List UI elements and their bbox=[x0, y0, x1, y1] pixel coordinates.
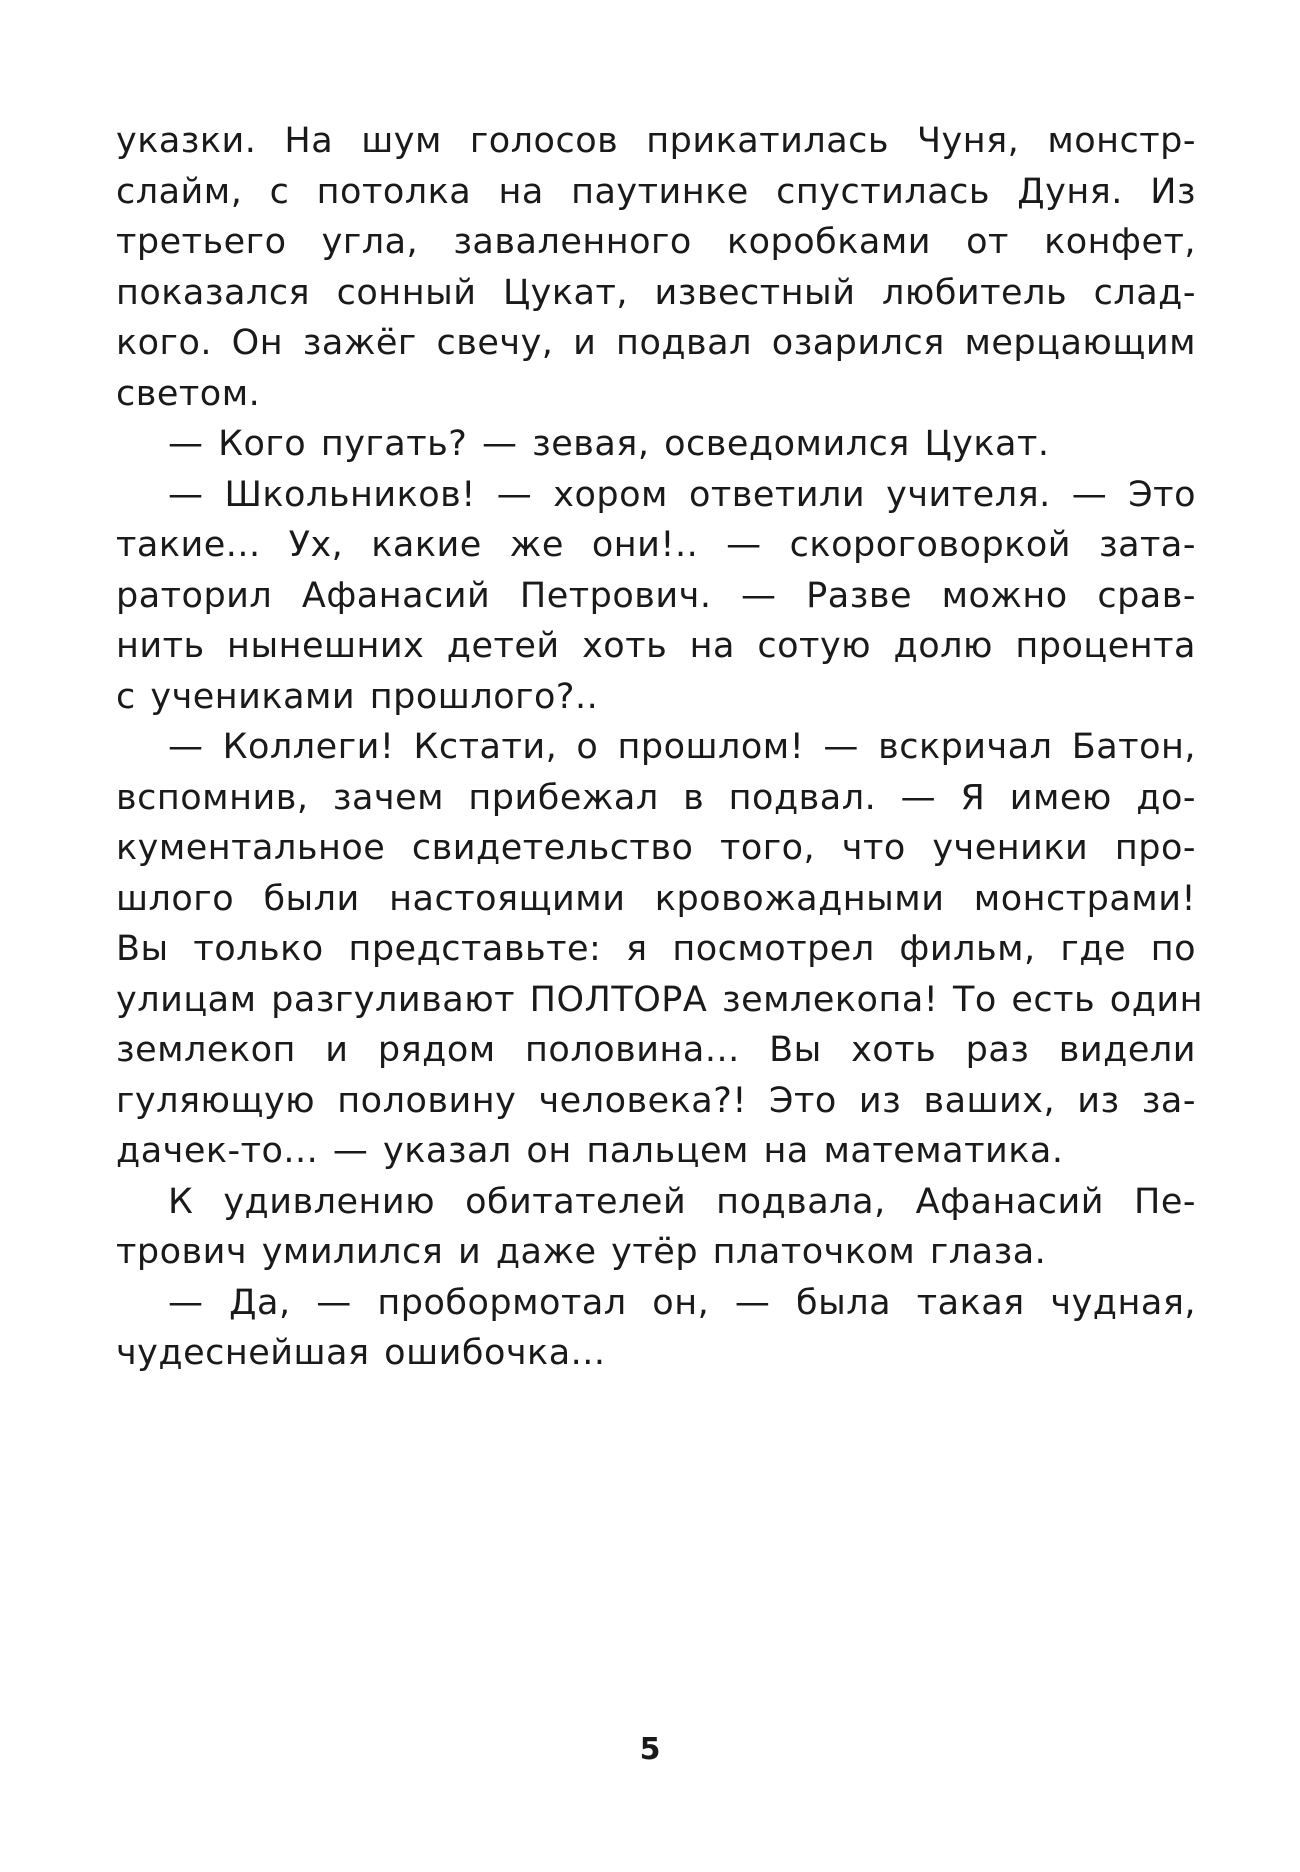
text-line: светом. bbox=[116, 373, 261, 414]
page-body-text bbox=[116, 116, 1204, 1379]
text-line: землекоп и рядом половина... Вы хоть раз видели bbox=[116, 1030, 1196, 1070]
text-line: дачек-то... — указал он пальцем на математика. bbox=[116, 1131, 1064, 1171]
text-line: трович умилился и даже утёр платочком глаза. bbox=[116, 1232, 1047, 1272]
text-line: такие... Ух, какие же они!.. — скороговоркой зата- bbox=[116, 525, 1196, 565]
text-line: кументальное свидетельство того, что ученики про- bbox=[116, 828, 1196, 868]
text-line: гуляющую половину человека?! Это из ваших, из за- bbox=[116, 1080, 1196, 1121]
text-line: слайм, с потолка на паутинке спустилась Дуня. Из bbox=[116, 171, 1196, 212]
text-line: указки. На шум голосов прикатилась Чуня, монстр- bbox=[116, 121, 1196, 161]
text-line: — Да, — пробормотал он, — была такая чудная, bbox=[168, 1282, 1196, 1323]
page-number: 5 bbox=[639, 1732, 661, 1767]
text-line: с учениками прошлого?.. bbox=[116, 676, 599, 717]
text-line: показался сонный Цукат, известный любитель слад- bbox=[116, 272, 1196, 313]
text-line: вспомнив, зачем прибежал в подвал. — Я имею до- bbox=[116, 777, 1196, 818]
text-line: третьего угла, заваленного коробками от конфет, bbox=[116, 222, 1196, 262]
text-line: кого. Он зажёг свечу, и подвал озарился мерцающим bbox=[116, 323, 1196, 363]
text-line: К удивлению обитателей подвала, Афанасий Пе- bbox=[168, 1181, 1196, 1222]
text-line: — Кого пугать? — зевая, осведомился Цукат. bbox=[168, 424, 1050, 464]
text-line: шлого были настоящими кровожадными монстрами! bbox=[116, 878, 1196, 919]
text-line: Вы только представьте: я посмотрел фильм, где по bbox=[116, 929, 1196, 969]
text-line: нить нынешних детей хоть на сотую долю процента bbox=[116, 626, 1196, 666]
text-line: — Коллеги! Кстати, о прошлом! — вскричал Батон, bbox=[168, 727, 1196, 767]
text-line: улицам разгуливают ПОЛТОРА землекопа! То есть один bbox=[116, 979, 1204, 1020]
text-line: чудеснейшая ошибочка... bbox=[116, 1333, 606, 1373]
text-line: — Школьников! — хором ответили учителя. — Это bbox=[168, 474, 1196, 515]
text-line: раторил Афанасий Петрович. — Разве можно срав- bbox=[116, 575, 1196, 616]
